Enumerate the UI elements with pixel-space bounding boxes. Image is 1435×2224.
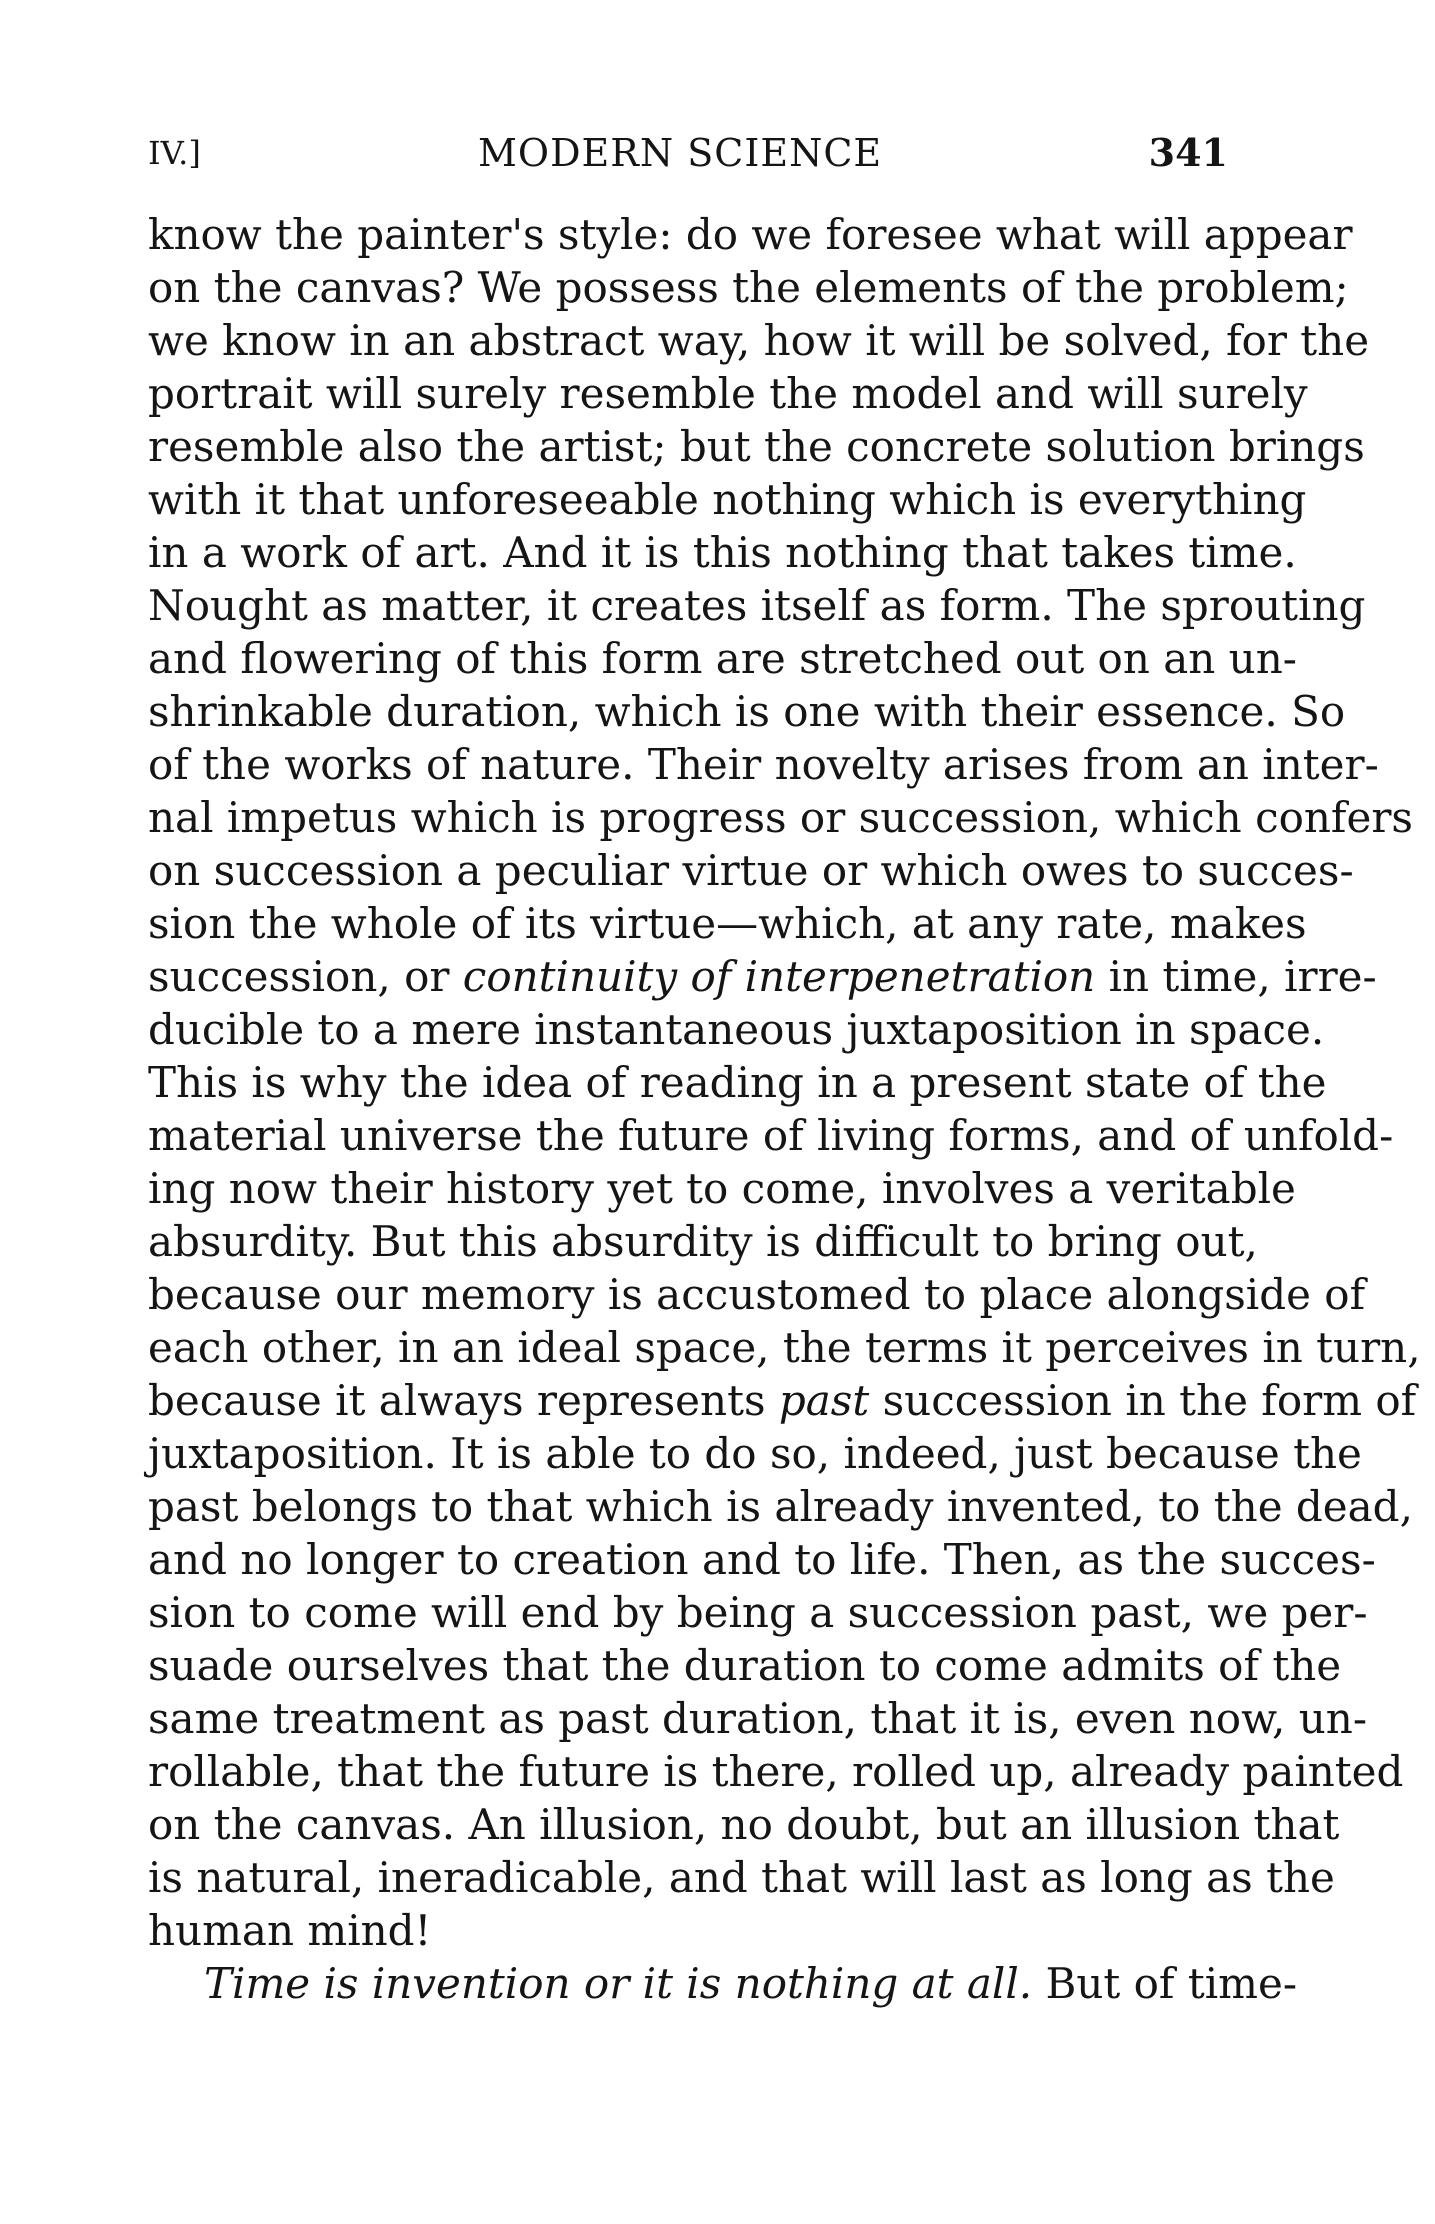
text-line: sion the whole of its virtue—which, at any rate, makes xyxy=(148,899,1307,948)
text-line: past belongs to that which is already invented, to the dead, xyxy=(148,1482,1413,1531)
text-line: shrinkable duration, which is one with their essence. So xyxy=(148,687,1346,736)
text-line: on the canvas? We possess the elements of the problem; xyxy=(148,263,1349,312)
text-line: of the works of nature. Their novelty arises from an inter- xyxy=(148,740,1379,789)
text-line xyxy=(148,1374,1417,1427)
text-line: because our memory is accustomed to place alongside of xyxy=(148,1270,1366,1319)
text-line: rollable, that the future is there, rolled up, already painted xyxy=(148,1747,1404,1796)
text-segment: succession in the form of xyxy=(869,1376,1417,1425)
text-line xyxy=(148,950,1377,1003)
italic-phrase: continuity of interpenetration xyxy=(462,952,1096,1001)
text-line xyxy=(148,1957,1298,2010)
running-header xyxy=(148,128,1228,188)
text-line: material universe the future of living forms, and of unfold- xyxy=(148,1111,1394,1160)
text-line: human mind! xyxy=(148,1906,432,1955)
text-line: and no longer to creation and to life. Then, as the succes- xyxy=(148,1535,1376,1584)
text-line: resemble also the artist; but the concrete solution brings xyxy=(148,422,1365,471)
text-segment: in time, irre- xyxy=(1095,952,1377,1001)
text-line: juxtaposition. It is able to do so, indeed, just because the xyxy=(148,1429,1362,1478)
text-line: nal impetus which is progress or succession, which confers xyxy=(148,793,1413,842)
section-number: IV.] xyxy=(148,134,201,172)
italic-phrase: Time is invention or it is nothing at all. xyxy=(204,1959,1033,2008)
text-line: know the painter's style: do we foresee what will appear xyxy=(148,210,1353,259)
text-line: Nought as matter, it creates itself as form. The sprouting xyxy=(148,581,1366,630)
text-line: on the canvas. An illusion, no doubt, but an illusion that xyxy=(148,1800,1340,1849)
text-line: same treatment as past duration, that it is, even now, un- xyxy=(148,1694,1368,1743)
text-line: This is why the idea of reading in a present state of the xyxy=(148,1058,1327,1107)
text-line: ducible to a mere instantaneous juxtaposition in space. xyxy=(148,1005,1325,1054)
text-line: sion to come will end by being a succession past, we per- xyxy=(148,1588,1368,1637)
text-line: each other, in an ideal space, the terms it perceives in turn, xyxy=(148,1323,1421,1372)
text-line: with it that unforeseeable nothing which is everything xyxy=(148,475,1307,524)
text-line: portrait will surely resemble the model and will surely xyxy=(148,369,1308,418)
text-segment: succession, or xyxy=(148,952,463,1001)
italic-phrase: past xyxy=(778,1376,870,1425)
text-segment: But of time- xyxy=(1032,1959,1298,2008)
body-text xyxy=(148,208,1421,2010)
text-segment: because it always represents xyxy=(148,1376,779,1425)
text-line: in a work of art. And it is this nothing that takes time. xyxy=(148,528,1297,577)
page-number: 341 xyxy=(1148,130,1228,175)
text-line: absurdity. But this absurdity is difficult to bring out, xyxy=(148,1217,1258,1266)
running-title: MODERN SCIENCE xyxy=(478,131,883,175)
text-line: suade ourselves that the duration to come admits of the xyxy=(148,1641,1342,1690)
text-line: and flowering of this form are stretched out on an un- xyxy=(148,634,1297,683)
text-line: on succession a peculiar virtue or which owes to succes- xyxy=(148,846,1354,895)
text-line: ing now their history yet to come, involves a veritable xyxy=(148,1164,1296,1213)
text-line: we know in an abstract way, how it will be solved, for the xyxy=(148,316,1370,365)
text-line: is natural, ineradicable, and that will last as long as the xyxy=(148,1853,1335,1902)
